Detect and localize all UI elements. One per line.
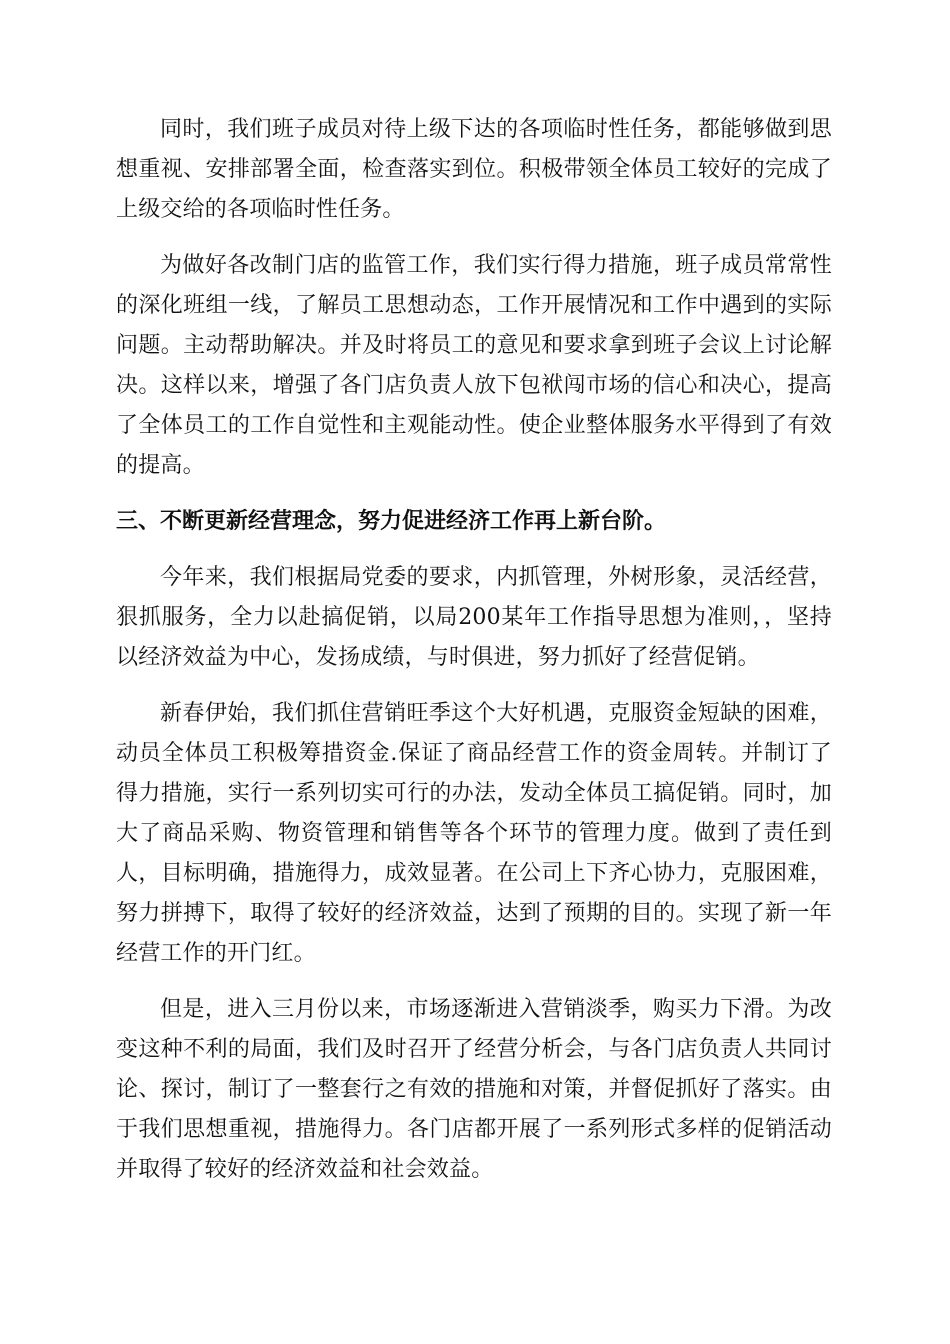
paragraph-this-year: 今年来，我们根据局党委的要求，内抓管理，外树形象，灵活经营，狠抓服务，全力以赴搞促销，以局200某年工作指导思想为准则，，坚持以经济效益为中心，发扬成绩，与时俱进，努力抓好了经营促销。	[116, 565, 832, 670]
section-heading: 三、不断更新经营理念，努力促进经济工作再上新台阶。	[116, 509, 667, 534]
paragraph-new-spring: 新春伊始，我们抓住营销旺季这个大好机遇，克服资金短缺的困难，动员全体员工积极筹措资金.保证了商品经营工作的资金周转。并制订了得力措施，实行一系列切实可行的办法，发动全体员工搞促销。同时，加大了商品采购、物资管理和销售等各个环节的管理力度。做到了责任到人，目标明确，措施得力，成效显著。在公司上下齐心协力，克服困难，努力拼搏下，取得了较好的经济效益，达到了预期的目的。实现了新一年经营工作的开门红。	[116, 701, 832, 966]
paragraph-temporary-tasks: 同时，我们班子成员对待上级下达的各项临时性任务，都能够做到思想重视、安排部署全面，检查落实到位。积极带领全体员工较好的完成了上级交给的各项临时性任务。	[116, 117, 832, 222]
document-body	[116, 110, 832, 1190]
paragraph-store-supervision: 为做好各改制门店的监管工作，我们实行得力措施，班子成员常常性的深化班组一线，了解员工思想动态，工作开展情况和工作中遇到的实际问题。主动帮助解决。并及时将员工的意见和要求拿到班子会议上讨论解决。这样以来，增强了各门店负责人放下包袱闯市场的信心和决心，提高了全体员工的工作自觉性和主观能动性。使企业整体服务水平得到了有效的提高。	[116, 253, 832, 478]
paragraph-march-slowdown: 但是，进入三月份以来，市场逐渐进入营销淡季，购买力下滑。为改变这种不利的局面，我们及时召开了经营分析会，与各门店负责人共同讨论、探讨，制订了一整套行之有效的措施和对策，并督促抓好了落实。由于我们思想重视，措施得力。各门店都开展了一系列形式多样的促销活动并取得了较好的经济效益和社会效益。	[116, 997, 832, 1182]
